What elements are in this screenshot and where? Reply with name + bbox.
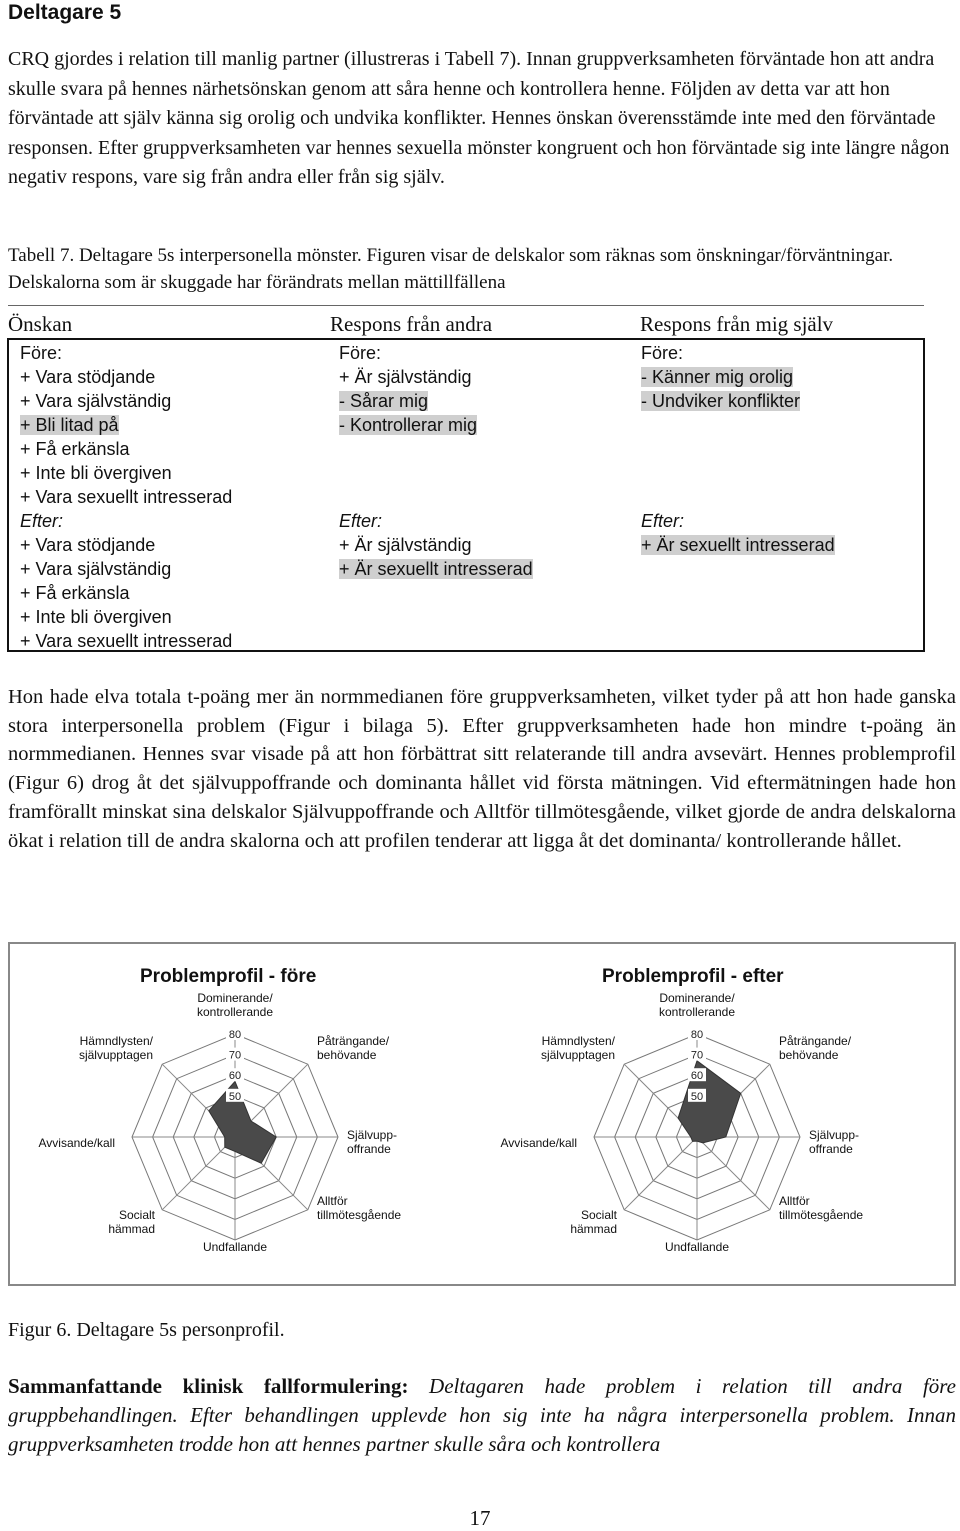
axis-label: Socialt hämmad <box>108 1208 155 1236</box>
table-cell-text: - Känner mig orolig <box>641 367 794 387</box>
table-cell <box>641 437 835 461</box>
table-cell-text: + Vara sexuellt intresserad <box>20 631 233 651</box>
table-cell-text: + Är självständig <box>339 367 472 387</box>
table-cell <box>641 365 835 389</box>
table-cell-label: Efter: <box>20 511 64 531</box>
tick-label: 50 <box>690 1090 704 1103</box>
axis-label: Alltför tillmötesgående <box>317 1194 402 1222</box>
column-header-respons-mig-sjalv: Respons från mig själv <box>640 312 834 336</box>
tick-label: 50 <box>228 1090 242 1103</box>
intro-paragraph: CRQ gjordes i relation till manlig partner (illustreras i Tabell 7). Innan gruppverksamheten förväntade hon att andra skulle svara på hennes närhetsönskan genom att såra henne och kontrollera henne. Följden av detta var att hon förväntade att själv känna sig orolig och undvika konflikter. Hennes önskan överensstämde inte med den förväntade responsen. Efter gruppverksamheten var hennes sexuella mönster kongruent och hon förväntade sig inte längre någon negativ respons, vare sig från andra eller från sig själv. <box>8 48 950 188</box>
table-cell <box>20 413 232 437</box>
page-number: 17 <box>469 1506 491 1530</box>
table-cell <box>20 485 232 509</box>
axis-label: Avvisande/kall <box>38 1136 115 1150</box>
table-cell-label: Före: <box>339 343 382 363</box>
table-cell <box>641 461 835 485</box>
table-cell-text: + Inte bli övergiven <box>20 607 172 627</box>
table-caption: Tabell 7. Deltagare 5s interpersonella mönster. Figuren visar de delskalor som räknas som önskningar/förväntningar. Delskalorna som är skuggade har förändrats mellan mättillfällena <box>8 245 894 293</box>
table-cell-label: Efter: <box>339 511 383 531</box>
table-cell <box>20 509 232 533</box>
axis-label: Påträngande/ behövande <box>779 1034 852 1062</box>
table-column-respons-mig-sjalv <box>641 341 835 557</box>
table-cell <box>339 341 533 365</box>
axis-label: Självupp-offrande <box>809 1128 860 1156</box>
table-cell-label: Före: <box>641 343 684 363</box>
table-cell <box>20 437 232 461</box>
radar-chart-fore <box>39 966 402 1254</box>
tick-label: 70 <box>228 1049 242 1062</box>
table-cell <box>20 629 232 653</box>
table-cell-text: + Vara stödjande <box>20 535 156 555</box>
figure-frame <box>8 942 956 1286</box>
axis-label: Hämndlysten/ självupptagen <box>540 1034 615 1062</box>
table-cell <box>20 581 232 605</box>
table-cell-text: + Är sexuellt intresserad <box>339 559 533 579</box>
tick-label: 60 <box>690 1070 704 1083</box>
table-cell <box>339 533 533 557</box>
table-cell <box>641 533 835 557</box>
table-cell-text: - Undviker konflikter <box>641 391 801 411</box>
table-cell <box>339 365 533 389</box>
table-cell <box>339 437 533 461</box>
summary-text: Deltagaren hade problem i relation till andra före gruppbehandlingen. Efter behandlingen upplevde hon sig inte ha några interpersonella problem. Innan gruppverksamheten trodde hon att hennes partner skulle såra och kontrollera <box>8 1374 956 1456</box>
radar-chart-efter <box>501 966 864 1254</box>
column-header-onskan: Önskan <box>8 312 73 336</box>
table-cell-text: - Kontrollerar mig <box>339 415 478 435</box>
axis-label: Undfallande <box>664 1240 730 1254</box>
radar-charts <box>10 944 954 1284</box>
table-cell <box>339 389 533 413</box>
table-cell-text: + Är sexuellt intresserad <box>641 535 835 555</box>
table-cell-text: + Vara självständig <box>20 391 172 411</box>
table-cell <box>339 461 533 485</box>
table-cell-text: + Vara stödjande <box>20 367 156 387</box>
axis-label: Självupp-offrande <box>347 1128 398 1156</box>
table-cell <box>20 557 232 581</box>
table-cell <box>339 557 533 581</box>
summary-paragraph <box>8 1372 956 1459</box>
table-cell-text: + Vara självständig <box>20 559 172 579</box>
column-header-respons-andra: Respons från andra <box>330 312 493 336</box>
table-cell <box>339 509 533 533</box>
axis-label: Dominerande/ kontrollerande <box>658 991 736 1019</box>
table-cell <box>641 485 835 509</box>
tick-label: 80 <box>228 1029 242 1041</box>
axis-label: Undfallande <box>202 1240 268 1254</box>
table-cell-text: + Få erkänsla <box>20 583 130 603</box>
axis-label: Påträngande/ behövande <box>317 1034 390 1062</box>
table-cell <box>20 533 232 557</box>
results-paragraph: Hon hade elva totala t-poäng mer än normmedianen före gruppverksamheten, vilket tyder på att hon hade ganska stora interpersonella problem (Figur i bilaga 5). Efter gruppverksamheten hade hon mindre t-poäng än normmedianen. Hennes svar visade på att hon förbättrat sitt relaterande till andra avsevärt. Hennes problemprofil (Figur 6) drog åt det självuppoffrande och dominanta hållet vid första mätningen. Vid eftermätningen hade hon framförallt minskat sina delskalor Självuppoffrande och Alltför tillmötesgående, vilket gjorde de andra delskalorna ökat i relation till de andra skalorna och att profilen tenderar att ligga åt det dominanta/ kontrollerande hållet. <box>8 686 956 852</box>
table-top-rule <box>8 305 924 306</box>
axis-label: Hämndlysten/ självupptagen <box>78 1034 153 1062</box>
table-cell-text: + Vara sexuellt intresserad <box>20 487 233 507</box>
table-cell <box>641 341 835 365</box>
axis-label: Avvisande/kall <box>500 1136 577 1150</box>
figure-caption: Figur 6. Deltagare 5s personprofil. <box>8 1319 285 1341</box>
table-cell-label: Efter: <box>641 511 685 531</box>
tick-label: 70 <box>690 1049 704 1062</box>
table-column-onskan <box>20 341 232 653</box>
table-cell <box>20 365 232 389</box>
table-column-respons-andra <box>339 341 533 581</box>
table-cell-label: Före: <box>20 343 63 363</box>
tick-label: 60 <box>228 1070 242 1083</box>
table-cell <box>641 509 835 533</box>
chart-title: Problemprofil - före <box>140 966 317 987</box>
table-cell <box>20 389 232 413</box>
table-cell <box>641 413 835 437</box>
profile-area <box>678 1061 741 1143</box>
axis-label: Alltför tillmötesgående <box>779 1194 864 1222</box>
table-cell <box>339 413 533 437</box>
table-cell <box>20 341 232 365</box>
table-cell-text: + Få erkänsla <box>20 439 130 459</box>
table-cell <box>20 461 232 485</box>
table-cell-text: + Är självständig <box>339 535 472 555</box>
chart-title: Problemprofil - efter <box>602 966 784 987</box>
axis-label: Socialt hämmad <box>570 1208 617 1236</box>
table-cell-text: - Sårar mig <box>339 391 429 411</box>
table-cell-text: + Bli litad på <box>20 415 119 435</box>
tick-label: 80 <box>690 1029 704 1041</box>
summary-lead: Sammanfattande klinisk fallformulering: <box>8 1374 409 1398</box>
table-cell <box>339 485 533 509</box>
axis-label: Dominerande/ kontrollerande <box>196 991 274 1019</box>
table-cell <box>641 389 835 413</box>
table-cell-text: + Inte bli övergiven <box>20 463 172 483</box>
section-heading: Deltagare 5 <box>8 1 122 24</box>
table-cell <box>20 605 232 629</box>
